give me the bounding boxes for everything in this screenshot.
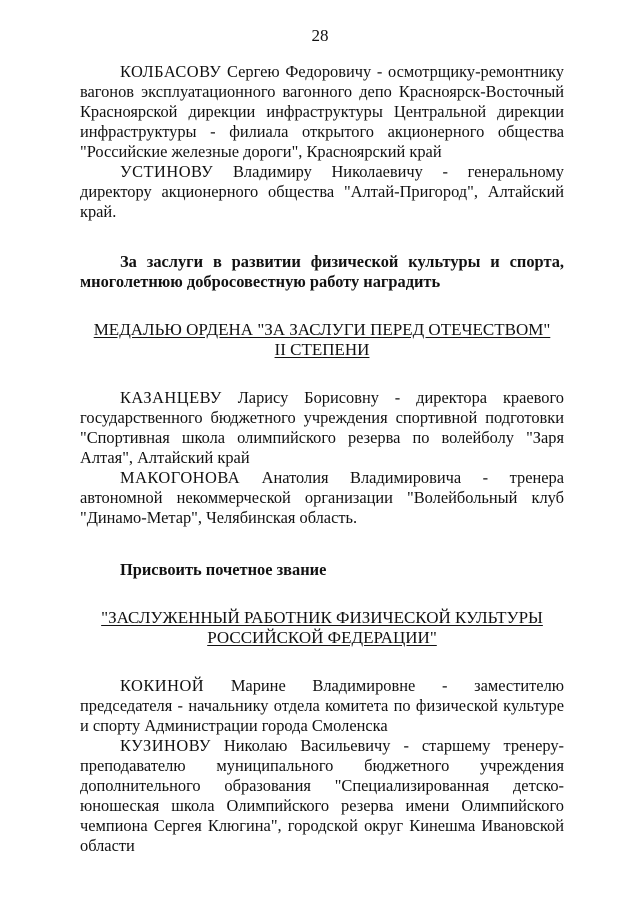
recipient-surname: КУЗИНОВУ — [120, 736, 211, 755]
recipient-surname: КАЗАНЦЕВУ — [120, 388, 222, 407]
award-entry-kuzinov — [80, 736, 564, 856]
recipient-surname: КОКИНОЙ — [120, 676, 205, 695]
section-heading-honorary-title: Присвоить почетное звание — [120, 560, 327, 579]
recipient-details: Анатолия Владимировича - тренера автономной некоммерческой организации "Волейбольный клуб "Динамо-Метар", Челябинская область. — [80, 468, 564, 527]
recipient-details: Ларису Борисовну - директора краевого государственного бюджетного учреждения спортивной подготовки "Спортивная школа олимпийского резерва по волейболу "Заря Алтая", Алтайский край — [80, 388, 564, 467]
award-entry-kokina — [80, 676, 564, 736]
award-entry-kolbasov — [80, 62, 564, 162]
recipient-surname: МАКОГОНОВА — [120, 468, 241, 487]
recipient-surname: КОЛБАСОВУ — [120, 62, 222, 81]
award-entry-makogonov — [80, 468, 564, 528]
award-title-honored-worker-line1: "ЗАСЛУЖЕННЫЙ РАБОТНИК ФИЗИЧЕСКОЙ КУЛЬТУРЫ — [101, 608, 543, 627]
recipient-details: Марине Владимировне - заместителю председателя - начальнику отдела комитета по физической культуре и спорту Администрации города Смоленска — [80, 676, 564, 735]
award-title-medal-line2: II СТЕПЕНИ — [274, 340, 370, 359]
section-heading-sport: За заслуги в развитии физической культуры и спорта, многолетнюю добросовестную работу наградить — [80, 252, 564, 291]
award-title-honored-worker-line2: РОССИЙСКОЙ ФЕДЕРАЦИИ" — [207, 628, 437, 647]
recipient-details: Николаю Васильевичу - старшему тренеру-преподавателю муниципального бюджетного учреждения дополнительного образования "Специализированная детско-юношеская школа Олимпийского резерва имени Олимпийского чемпиона Сергея Клюгина", городской округ Кинешма Ивановской области — [80, 736, 564, 855]
recipient-details: Владимиру Николаевичу - генеральному директору акционерного общества "Алтай-Пригород", Алтайский край. — [80, 162, 564, 221]
award-title-medal-line1: МЕДАЛЬЮ ОРДЕНА "ЗА ЗАСЛУГИ ПЕРЕД ОТЕЧЕСТВОМ" — [93, 320, 551, 339]
recipient-surname: УСТИНОВУ — [120, 162, 214, 181]
document-body — [80, 62, 564, 856]
recipient-details: Сергею Федоровичу - осмотрщику-ремонтнику вагонов эксплуатационного вагонного депо Красноярск-Восточный Красноярской дирекции инфраструктуры Центральной дирекции инфраструктуры - филиала открытого акционерного общества "Российские железные дороги", Красноярский край — [80, 62, 564, 161]
award-entry-kazantseva — [80, 388, 564, 468]
page-number: 28 — [311, 26, 329, 45]
award-entry-ustinov — [80, 162, 564, 222]
